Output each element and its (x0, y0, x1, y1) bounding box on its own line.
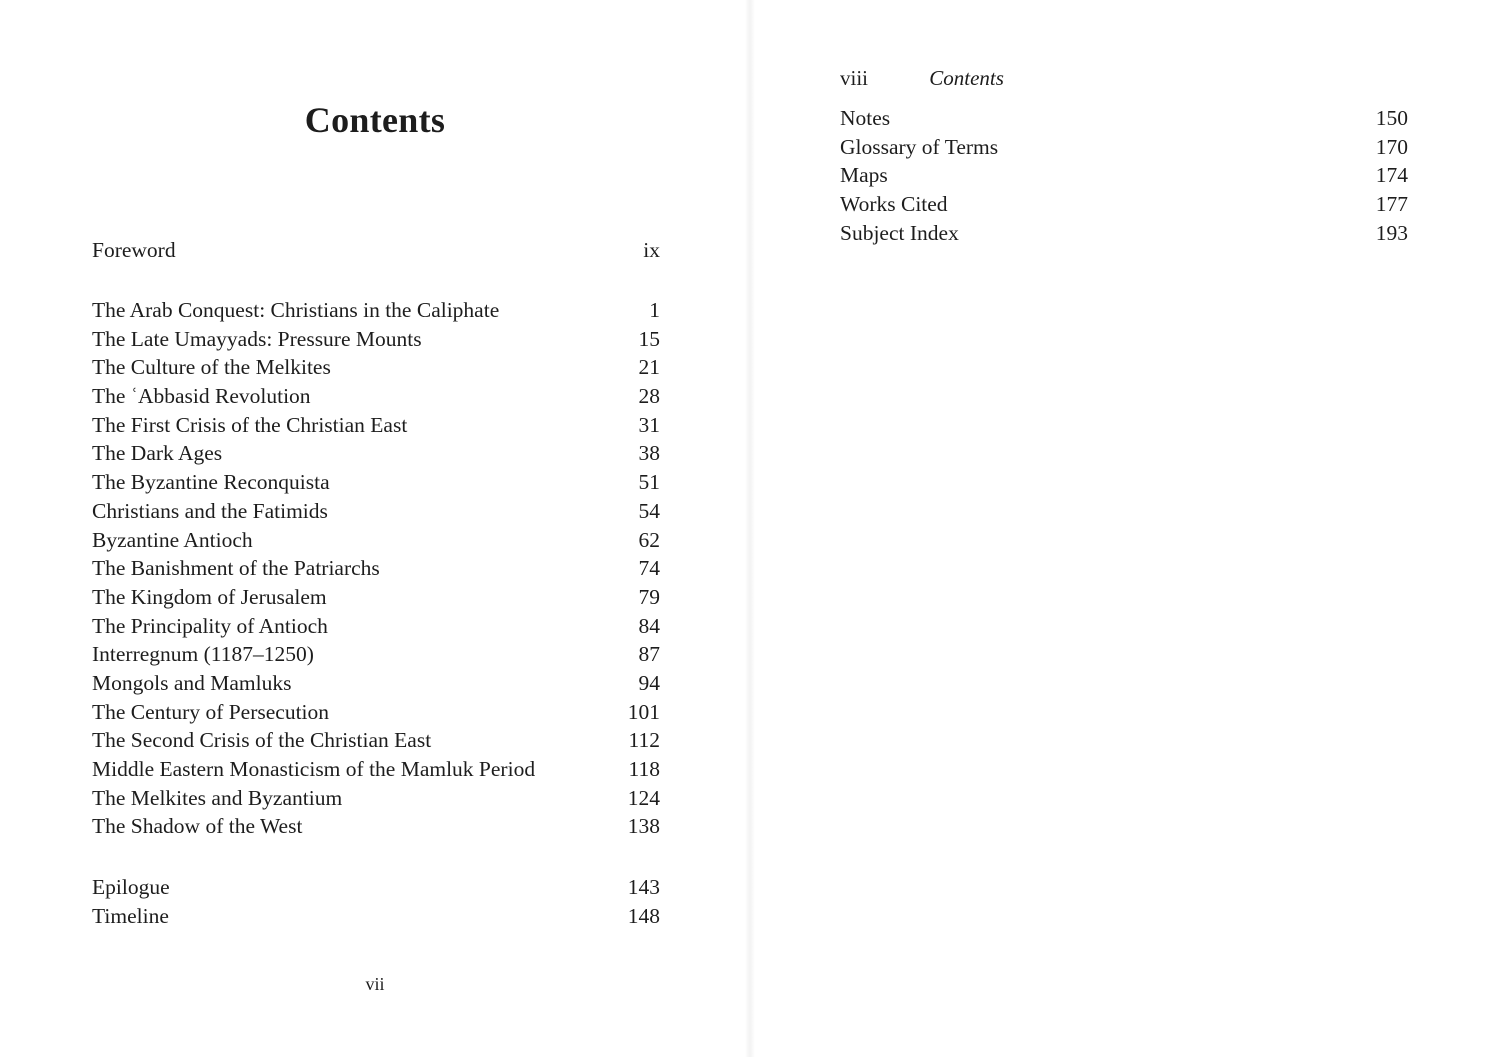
toc-entry-page: 38 (638, 441, 660, 466)
toc-entry-page: 74 (638, 556, 660, 581)
toc-entry (92, 526, 660, 555)
toc-entry-title: Works Cited (840, 192, 948, 217)
toc-entry-page: 174 (1375, 163, 1408, 188)
toc-entry-title: The Byzantine Reconquista (92, 470, 330, 495)
toc-entry (840, 133, 1408, 162)
toc-entry-title: The Melkites and Byzantium (92, 785, 343, 810)
toc-entry (92, 497, 660, 526)
toc-entry-page: 143 (627, 875, 660, 899)
toc-entry-page: 177 (1375, 192, 1408, 217)
toc-entry-page: 15 (638, 326, 660, 351)
toc-entry (92, 439, 660, 468)
end-matter-list (92, 873, 660, 930)
toc-entry-page: 94 (638, 670, 660, 695)
toc-entry-title: Byzantine Antioch (92, 527, 253, 552)
toc-entry (92, 755, 660, 784)
toc-entry-page: 1 (649, 298, 660, 322)
toc-entry-title: Foreword (92, 238, 176, 262)
toc-entry (840, 161, 1408, 190)
book-gutter (745, 0, 755, 1057)
toc-entry-page: 112 (628, 728, 660, 753)
toc-entry-title: The Dark Ages (92, 441, 223, 466)
toc-entry (840, 219, 1408, 248)
chapter-list (92, 296, 660, 841)
toc-entry-title: The Century of Persecution (92, 699, 330, 724)
toc-entry-title: The Kingdom of Jerusalem (92, 584, 327, 609)
toc-entry (92, 468, 660, 497)
toc-entry (840, 190, 1408, 219)
toc-entry-title: Timeline (92, 903, 169, 928)
toc-entry (92, 812, 660, 841)
toc-entry (92, 726, 660, 755)
toc-entry-title: The Banishment of the Patriarchs (92, 556, 380, 581)
toc-entry (92, 873, 660, 902)
toc-entry-page: 21 (638, 355, 660, 380)
toc-entry-title: The Principality of Antioch (92, 613, 328, 638)
toc-entry (92, 669, 660, 698)
toc-entry-title: Maps (840, 163, 888, 188)
toc-entry-page: 87 (638, 642, 660, 667)
toc-entry-page: 54 (638, 498, 660, 523)
toc-entry-page: 101 (627, 699, 660, 724)
toc-entry (92, 382, 660, 411)
toc-entry-title: The Shadow of the West (92, 814, 303, 839)
toc-entry-title: Glossary of Terms (840, 134, 999, 159)
toc-entry (92, 353, 660, 382)
toc-entry (92, 698, 660, 727)
toc-entry-title: Christians and the Fatimids (92, 498, 328, 523)
toc-entry-title: The Culture of the Melkites (92, 355, 331, 380)
toc-entry-page: 28 (638, 384, 660, 409)
toc-entry-page: 79 (638, 584, 660, 609)
toc-entry-title: The ʿAbbasid Revolution (92, 384, 311, 409)
toc-entry-title: The First Crisis of the Christian East (92, 412, 408, 437)
running-head (840, 64, 1004, 92)
toc-entry-title: The Second Crisis of the Christian East (92, 728, 432, 753)
toc-entry-page: 138 (627, 814, 660, 839)
page-number: vii (365, 974, 385, 994)
toc-entry-page: 150 (1375, 106, 1408, 130)
back-matter-list (840, 104, 1408, 247)
toc-entry (92, 612, 660, 641)
toc-entry (92, 583, 660, 612)
toc-entry-title: The Late Umayyads: Pressure Mounts (92, 326, 422, 351)
toc-entry (92, 411, 660, 440)
toc-entry (92, 325, 660, 354)
front-matter-list (92, 236, 660, 265)
toc-entry (92, 784, 660, 813)
toc-entry (92, 902, 660, 931)
toc-entry-page: 51 (638, 470, 660, 495)
toc-entry-page: 31 (638, 412, 660, 437)
contents-heading: Contents (304, 100, 446, 140)
toc-entry-page: 170 (1375, 134, 1408, 159)
running-head-folio: viii (840, 66, 869, 90)
toc-entry-page: ix (643, 238, 660, 262)
toc-entry-page: 118 (628, 757, 660, 781)
toc-entry-title: Middle Eastern Monasticism of the Mamluk Period (92, 757, 536, 781)
toc-entry-title: Notes (840, 106, 891, 130)
toc-entry (840, 104, 1408, 133)
toc-entry-page: 62 (638, 527, 660, 552)
toc-entry-title: Epilogue (92, 875, 170, 899)
toc-entry-page: 193 (1375, 220, 1408, 245)
toc-entry-title: Subject Index (840, 220, 959, 245)
toc-entry (92, 640, 660, 669)
toc-entry (92, 554, 660, 583)
toc-entry (92, 236, 660, 265)
toc-entry-title: Interregnum (1187–1250) (92, 642, 314, 667)
toc-entry-page: 84 (638, 613, 660, 638)
toc-entry-page: 148 (627, 903, 660, 928)
toc-entry (92, 296, 660, 325)
toc-entry-page: 124 (627, 785, 660, 810)
toc-entry-title: Mongols and Mamluks (92, 670, 292, 695)
running-head-title: Contents (929, 66, 1004, 90)
toc-entry-title: The Arab Conquest: Christians in the Caliphate (92, 298, 500, 322)
